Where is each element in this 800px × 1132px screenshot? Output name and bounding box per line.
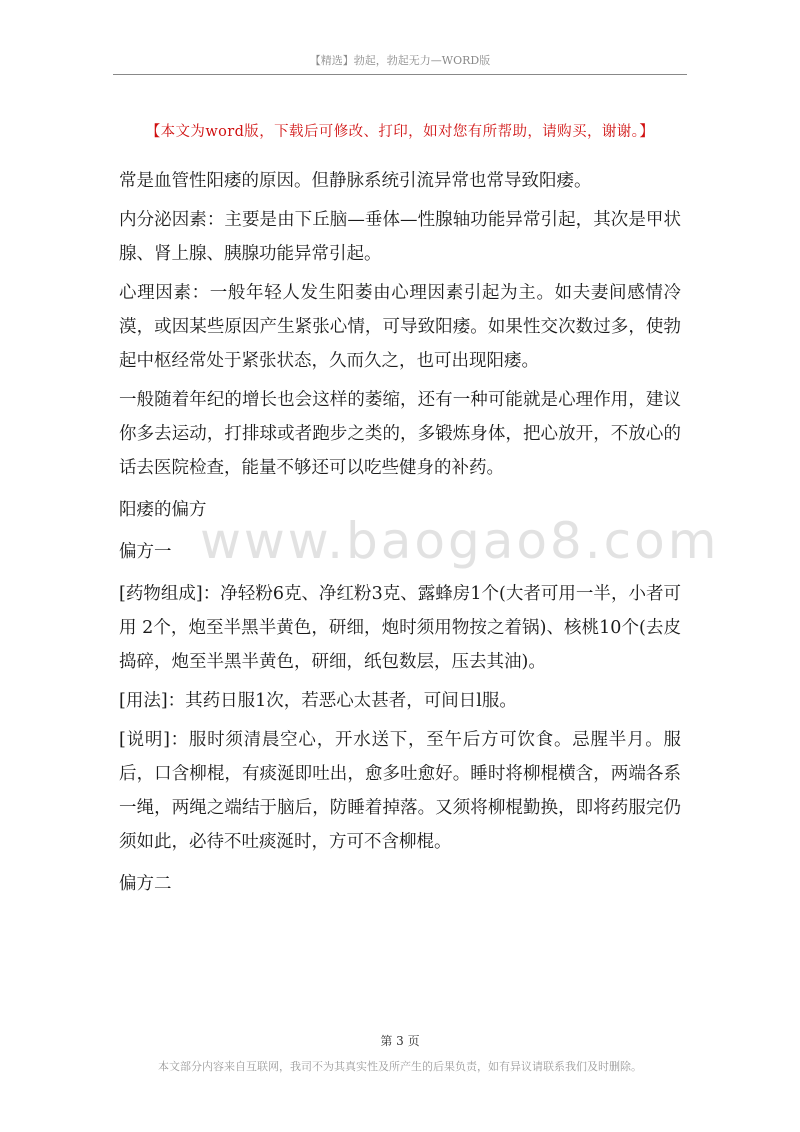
paragraph-endocrine: 内分泌因素：主要是由下丘脑—垂体—性腺轴功能异常引起，其次是甲状腺、肾上腺、胰腺功能异常引起。 — [119, 210, 681, 264]
page-footer-disclaimer: 本文部分内容来自互联网，我司不为其真实性及所产生的后果负责，如有异议请联系我们及时删除。 — [158, 1060, 642, 1073]
remedy-one-heading: 偏方一 — [119, 542, 172, 562]
paragraph-advice: 一般随着年纪的增长也会这样的萎缩，还有一种可能就是心理作用，建议你多去运动，打排球或者跑步之类的，多锻炼身体，把心放开，不放心的话去医院检查，能量不够还可以吃些健身的补药。 — [119, 390, 681, 478]
section-heading-remedies: 阳痿的偏方 — [119, 500, 207, 520]
watermark: www.baogao8.com — [200, 512, 720, 570]
remedy-one-notes: [说明]：服时须清晨空心，开水送下，至午后方可饮食。忌腥半月。服后，口含柳棍，有痰涎即吐出，愈多吐愈好。睡时将柳棍横含，两端各系一绳，两绳之端结于脑后，防睡着掉落。又须将柳棍勤换，即将药服完仍须如此，必待不吐痰涎时，方可不含柳棍。 — [119, 730, 681, 852]
paragraph-vascular-cause: 常是血管性阳痿的原因。但静脉系统引流异常也常导致阳痿。 — [119, 171, 592, 191]
purchase-notice: 【本文为word版，下载后可修改、打印，如对您有所帮助，请购买，谢谢。】 — [145, 124, 655, 140]
remedy-two-heading: 偏方二 — [119, 874, 172, 894]
document-body — [119, 164, 720, 901]
remedy-one-ingredients: [药物组成]：净轻粉6克、净红粉3克、露蜂房1个(大者可用一半，小者可用 2个，炮至半黑半黄色，研细，炮时须用物按之着锅)、核桃10个(去皮捣碎，炮至半黑半黄色，研细，纸包数层，压去其油)。 — [119, 584, 681, 672]
paragraph-psychological: 心理因素：一般年轻人发生阳萎由心理因素引起为主。如夫妻间感情冷漠，或因某些原因产生紧张心情，可导致阳痿。如果性交次数过多，使勃起中枢经常处于紧张状态，久而久之，也可出现阳痿。 — [119, 283, 681, 371]
page-number: 第 3 页 — [380, 1034, 420, 1048]
page-header: 【精选】勃起，勃起无力—WORD版 — [309, 54, 491, 67]
remedy-one-usage: [用法]：其药日服1次，若恶心太甚者，可间日l服。 — [119, 691, 517, 711]
header-divider — [113, 74, 687, 75]
